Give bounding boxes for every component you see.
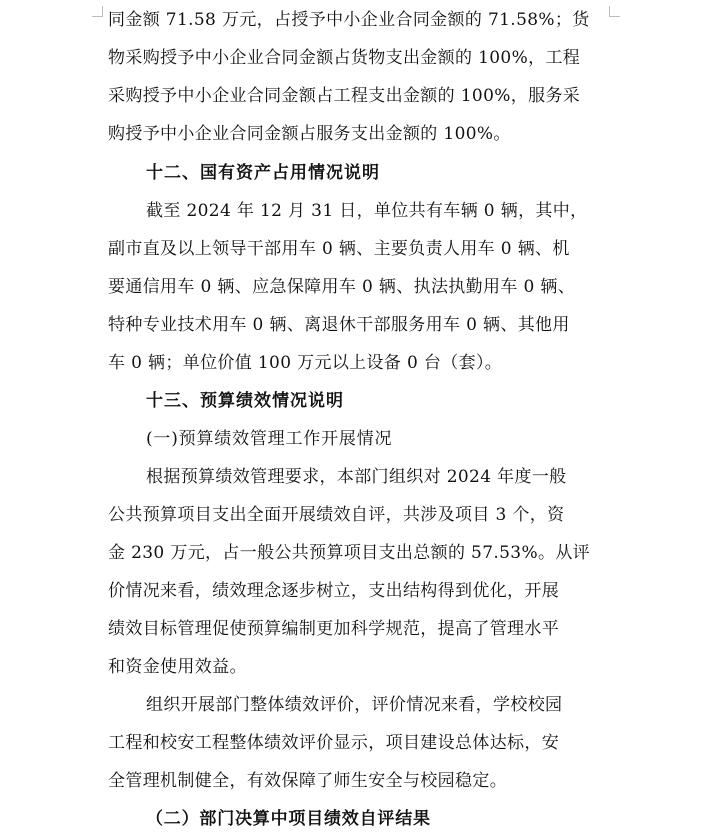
page-corner-mark [609, 6, 620, 17]
paragraph-line: 金 230 万元，占一般公共预算项目支出总额的 57.53%。从评 [108, 543, 591, 563]
paragraph-line: 和资金使用效益。 [108, 657, 247, 677]
paragraph-line: 车 0 辆；单位价值 100 万元以上设备 0 台（套）。 [108, 353, 503, 373]
paragraph-line: 物采购授予中小企业合同金额占货物支出金额的 100%，工程 [108, 48, 581, 68]
subsection-heading: （二）部门决算中项目绩效自评结果 [146, 809, 431, 829]
paragraph-line: 要通信用车 0 辆、应急保障用车 0 辆、执法执勤用车 0 辆、 [108, 277, 576, 297]
paragraph-line: 全管理机制健全，有效保障了师生安全与校园稳定。 [108, 771, 508, 791]
paragraph-line: 绩效目标管理促使预算编制更加科学规范，提高了管理水平 [108, 619, 560, 639]
paragraph-line: 采购授予中小企业合同金额占工程支出金额的 100%，服务采 [108, 86, 581, 106]
paragraph-line: 根据预算绩效管理要求，本部门组织对 2024 年度一般 [146, 467, 567, 487]
paragraph-line: 公共预算项目支出全面开展绩效自评，共涉及项目 3 个，资 [108, 505, 565, 525]
paragraph-line: 组织开展部门整体绩效评价，评价情况来看，学校校园 [146, 695, 563, 715]
paragraph-line: 同金额 71.58 万元，占授予中小企业合同金额的 71.58%；货 [108, 10, 590, 30]
paragraph-line: 截至 2024 年 12 月 31 日，单位共有车辆 0 辆，其中， [146, 201, 588, 221]
page-corner-mark [92, 6, 103, 17]
paragraph-line: 特种专业技术用车 0 辆、离退休干部服务用车 0 辆、其他用 [108, 315, 570, 335]
paragraph-line: 购授予中小企业合同金额占服务支出金额的 100%。 [108, 124, 511, 144]
section-heading: 十三、预算绩效情况说明 [146, 391, 344, 411]
paragraph-line: 工程和校安工程整体绩效评价显示，项目建设总体达标，安 [108, 733, 560, 753]
paragraph-line: 价情况来看，绩效理念逐步树立，支出结构得到优化，开展 [108, 581, 560, 601]
section-heading: 十二、国有资产占用情况说明 [146, 163, 380, 183]
subsection-heading: (一)预算绩效管理工作开展情况 [146, 429, 393, 449]
paragraph-line: 副市直及以上领导干部用车 0 辆、主要负责人用车 0 辆、机 [108, 239, 570, 259]
